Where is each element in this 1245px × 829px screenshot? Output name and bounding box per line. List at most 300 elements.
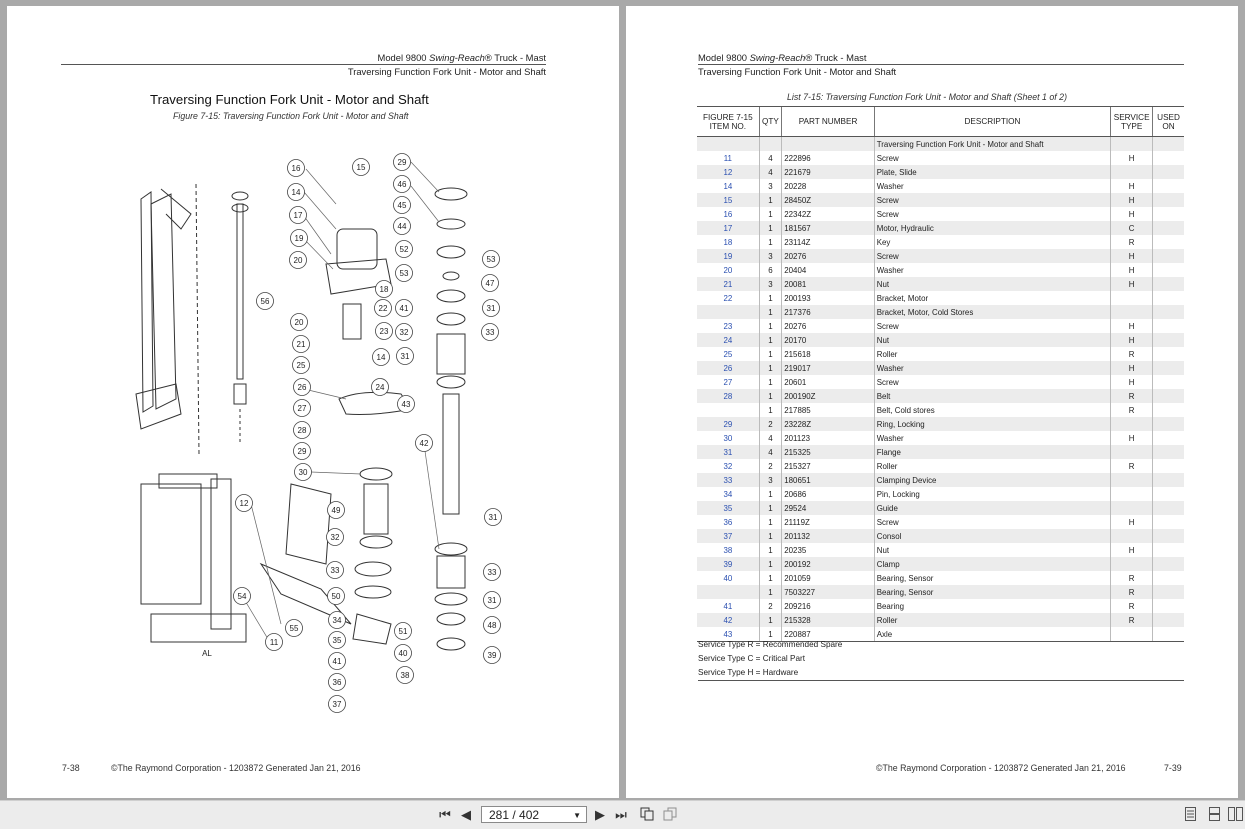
callout-44 — [394, 218, 411, 235]
callout-label: 29 — [397, 158, 407, 167]
part-number-cell: 201059 — [782, 571, 875, 585]
callout-label: 33 — [330, 566, 340, 575]
callout-label: 41 — [399, 304, 409, 313]
description-cell: Screw — [874, 207, 1110, 221]
item-no-link[interactable]: 40 — [723, 573, 733, 583]
service-type-cell: H — [1111, 263, 1153, 277]
callout-label: 17 — [293, 211, 303, 220]
description-cell: Motor, Hydraulic — [874, 221, 1110, 235]
item-no-link — [697, 403, 759, 417]
item-no-link[interactable]: 26 — [697, 361, 759, 375]
part-number-cell: 219017 — [782, 361, 875, 375]
item-no-link[interactable]: 12 — [697, 165, 759, 179]
callout-12 — [236, 495, 253, 512]
part-number-cell: 200193 — [782, 291, 875, 305]
description-cell: Washer — [874, 361, 1110, 375]
callout-label: 33 — [487, 568, 497, 577]
callout-label: 42 — [419, 439, 429, 448]
item-no-link[interactable]: 34 — [723, 489, 733, 499]
callout-label: 43 — [401, 400, 411, 409]
description-cell: Belt, Cold stores — [874, 403, 1110, 417]
table-row — [697, 375, 1184, 389]
callout-label: 40 — [398, 649, 408, 658]
qty-cell: 1 — [759, 305, 782, 319]
description-cell: Bracket, Motor, Cold Stores — [874, 305, 1110, 319]
callout-label: 44 — [397, 222, 407, 231]
service-type-cell: R — [1111, 571, 1153, 585]
callout-35 — [329, 632, 346, 649]
next-page-icon[interactable]: ▶ — [595, 807, 605, 822]
qty-cell: 3 — [759, 473, 782, 487]
used-on-cell — [1153, 571, 1184, 585]
page-header-section: Traversing Function Fork Unit - Motor and Shaft — [698, 66, 897, 77]
callout-32 — [396, 324, 413, 341]
item-no-link — [697, 305, 759, 319]
callout-41 — [329, 653, 346, 670]
description-cell: Screw — [874, 515, 1110, 529]
item-no-link[interactable]: 18 — [723, 237, 733, 247]
used-on-cell — [1153, 557, 1184, 571]
page-number: 7-39 — [1164, 763, 1182, 773]
callout-32 — [327, 529, 344, 546]
col-service-type: SERVICE TYPE — [1111, 107, 1153, 137]
last-page-icon[interactable]: ⏭ — [615, 807, 627, 822]
table-row — [697, 235, 1184, 249]
table-row — [697, 193, 1184, 207]
callout-label: 26 — [297, 383, 307, 392]
item-no-link[interactable]: 25 — [723, 349, 733, 359]
callout-38 — [397, 667, 414, 684]
header-rule — [698, 64, 1184, 65]
callout-label: 21 — [296, 340, 306, 349]
item-no-link[interactable]: 30 — [723, 433, 733, 443]
part-number-cell: 22342Z — [782, 207, 875, 221]
qty-cell: 1 — [759, 613, 782, 627]
item-no-link[interactable]: 15 — [697, 193, 759, 207]
description-cell: Nut — [874, 333, 1110, 347]
qty-cell: 4 — [759, 151, 782, 165]
callout-label: 32 — [399, 328, 409, 337]
legend-rule — [698, 680, 1184, 681]
callout-40 — [395, 645, 412, 662]
callout-group — [202, 154, 501, 713]
part-number-cell: 20686 — [782, 487, 875, 501]
qty-cell — [759, 137, 782, 152]
used-on-cell — [1153, 347, 1184, 361]
left-page — [7, 6, 619, 798]
part-number-cell: 181567 — [782, 221, 875, 235]
callout-label: 55 — [289, 624, 299, 633]
table-row — [697, 445, 1184, 459]
used-on-cell — [1153, 137, 1184, 152]
item-no-link[interactable]: 27 — [723, 377, 733, 387]
callout-label: 25 — [296, 361, 306, 370]
item-no-link[interactable]: 41 — [723, 601, 733, 611]
callout-25 — [293, 357, 310, 374]
used-on-cell — [1153, 389, 1184, 403]
description-cell: Nut — [874, 277, 1110, 291]
description-cell: Axle — [874, 627, 1110, 642]
right-page — [626, 6, 1238, 798]
page-footer: ©The Raymond Corporation - 1203872 Generated Jan 21, 2016 — [111, 763, 361, 773]
used-on-cell — [1153, 501, 1184, 515]
description-cell: Screw — [874, 375, 1110, 389]
item-no-link[interactable]: 24 — [697, 333, 759, 347]
used-on-cell — [1153, 361, 1184, 375]
qty-cell: 1 — [759, 347, 782, 361]
part-number-cell: 217376 — [782, 305, 875, 319]
callout-label: 34 — [332, 616, 342, 625]
item-no-link[interactable]: 23 — [723, 321, 733, 331]
legend-recommended-spare: Service Type R = Recommended Spare — [698, 640, 843, 649]
part-number-cell — [782, 137, 875, 152]
callout-47 — [482, 275, 499, 292]
service-type-cell: H — [1111, 515, 1153, 529]
callout-label: 53 — [399, 269, 409, 278]
callout-label: 45 — [397, 201, 407, 210]
qty-cell: 1 — [759, 571, 782, 585]
callout-label: 36 — [332, 678, 342, 687]
callout-20 — [291, 314, 308, 331]
callout-label: 15 — [356, 163, 366, 172]
callout-27 — [294, 400, 311, 417]
service-type-cell — [1111, 501, 1153, 515]
item-no-link[interactable]: 14 — [723, 181, 733, 191]
part-number-cell: 21119Z — [782, 515, 875, 529]
facing-pages-view-icon[interactable] — [1227, 807, 1243, 823]
parts-list-table — [697, 106, 1184, 642]
callout-48 — [484, 617, 501, 634]
chevron-down-icon: ▼ — [573, 811, 581, 820]
used-on-cell — [1153, 291, 1184, 305]
part-number-cell: 209216 — [782, 599, 875, 613]
item-no-link[interactable]: 31 — [697, 445, 759, 459]
callout-label: 47 — [485, 279, 495, 288]
callout-11 — [266, 634, 283, 651]
service-type-cell: C — [1111, 221, 1153, 235]
service-type-cell: H — [1111, 151, 1153, 165]
callout-36 — [329, 674, 346, 691]
part-number-cell: 200190Z — [782, 389, 875, 403]
description-cell: Flange — [874, 445, 1110, 459]
service-type-cell: R — [1111, 585, 1153, 599]
description-cell: Roller — [874, 347, 1110, 361]
callout-label: 48 — [487, 621, 497, 630]
item-no-link[interactable]: 36 — [723, 517, 733, 527]
header-rule — [61, 64, 546, 65]
item-no-link[interactable]: 42 — [697, 613, 759, 627]
description-cell: Screw — [874, 151, 1110, 165]
callout-label: 16 — [291, 164, 301, 173]
callout-24 — [372, 379, 389, 396]
page-header-model: Model 9800 Swing-Reach® Truck - Mast — [377, 52, 546, 63]
callout-label: 32 — [330, 533, 340, 542]
callout-20 — [290, 252, 307, 269]
exploded-parts-diagram — [121, 144, 511, 724]
qty-cell: 3 — [759, 179, 782, 193]
callout-label: 52 — [399, 245, 409, 254]
part-number-cell: 220887 — [782, 627, 875, 642]
service-type-cell: H — [1111, 249, 1153, 263]
item-no-link[interactable]: 38 — [723, 545, 733, 555]
description-cell: Roller — [874, 613, 1110, 627]
callout-34 — [329, 612, 346, 629]
callout-55 — [286, 620, 303, 637]
qty-cell: 1 — [759, 543, 782, 557]
service-type-cell — [1111, 487, 1153, 501]
description-cell: Bearing, Sensor — [874, 585, 1110, 599]
callout-label: 31 — [400, 352, 410, 361]
first-page-icon[interactable]: ⏮ — [439, 807, 451, 822]
item-no-link — [697, 137, 759, 152]
used-on-cell — [1153, 333, 1184, 347]
table-row — [697, 151, 1184, 165]
service-type-cell — [1111, 529, 1153, 543]
table-row — [697, 165, 1184, 179]
description-cell: Consol — [874, 529, 1110, 543]
item-no-link[interactable]: 35 — [697, 501, 759, 515]
description-cell: Screw — [874, 319, 1110, 333]
page-header-model: Model 9800 Swing-Reach® Truck - Mast — [698, 52, 867, 63]
callout-50 — [328, 588, 345, 605]
item-no-link[interactable]: 19 — [697, 249, 759, 263]
callout-53 — [483, 251, 500, 268]
table-row — [697, 473, 1184, 487]
used-on-cell — [1153, 487, 1184, 501]
part-number-cell: 215325 — [782, 445, 875, 459]
service-type-cell — [1111, 165, 1153, 179]
qty-cell: 2 — [759, 417, 782, 431]
callout-label: 56 — [260, 297, 270, 306]
callout-label: 50 — [331, 592, 341, 601]
part-number-cell: 23114Z — [782, 235, 875, 249]
part-number-cell: 221679 — [782, 165, 875, 179]
callout-21 — [293, 336, 310, 353]
part-number-cell: 20228 — [782, 179, 875, 193]
callout-label: 19 — [294, 234, 304, 243]
callout-42 — [416, 435, 433, 452]
qty-cell: 1 — [759, 333, 782, 347]
callout-33 — [482, 324, 499, 341]
callout-label: 41 — [332, 657, 342, 666]
viewer-toolbar — [0, 800, 1245, 829]
item-no-link[interactable]: 28 — [697, 389, 759, 403]
used-on-cell — [1153, 375, 1184, 389]
go-forward-icon[interactable] — [662, 807, 678, 823]
table-row — [697, 487, 1184, 501]
description-cell: Belt — [874, 389, 1110, 403]
part-number-cell: 28450Z — [782, 193, 875, 207]
service-type-cell — [1111, 417, 1153, 431]
used-on-cell — [1153, 431, 1184, 445]
service-type-cell — [1111, 473, 1153, 487]
item-no-link[interactable]: 43 — [697, 627, 759, 642]
item-no-link[interactable]: 11 — [723, 153, 732, 163]
service-type-cell: H — [1111, 333, 1153, 347]
part-number-cell: 180651 — [782, 473, 875, 487]
part-number-cell: 215618 — [782, 347, 875, 361]
table-row — [697, 403, 1184, 417]
callout-16 — [288, 160, 305, 177]
item-no-link[interactable]: 21 — [697, 277, 759, 291]
used-on-cell — [1153, 151, 1184, 165]
item-no-link[interactable]: 29 — [697, 417, 759, 431]
item-no-link[interactable]: 32 — [723, 461, 733, 471]
service-type-cell: H — [1111, 361, 1153, 375]
service-type-cell: R — [1111, 599, 1153, 613]
service-type-cell: H — [1111, 193, 1153, 207]
qty-cell: 4 — [759, 445, 782, 459]
callout-label: 20 — [294, 318, 304, 327]
table-row — [697, 263, 1184, 277]
used-on-cell — [1153, 473, 1184, 487]
part-number-cell: 222896 — [782, 151, 875, 165]
callout-31 — [485, 509, 502, 526]
service-type-cell: R — [1111, 389, 1153, 403]
used-on-cell — [1153, 599, 1184, 613]
qty-cell: 1 — [759, 375, 782, 389]
callout-18 — [376, 281, 393, 298]
description-cell: Roller — [874, 459, 1110, 473]
qty-cell: 1 — [759, 389, 782, 403]
table-row — [697, 249, 1184, 263]
qty-cell: 1 — [759, 585, 782, 599]
qty-cell: 1 — [759, 487, 782, 501]
callout-label: 51 — [398, 627, 408, 636]
list-caption: List 7-15: Traversing Function Fork Unit - Motor and Shaft (Sheet 1 of 2) — [787, 92, 1067, 102]
shaft-stack-drawing — [435, 188, 467, 650]
page-number-select[interactable] — [481, 806, 587, 823]
table-row — [697, 333, 1184, 347]
qty-cell: 1 — [759, 193, 782, 207]
callout-label: 33 — [485, 328, 495, 337]
figure-caption: Figure 7-15: Traversing Function Fork Unit - Motor and Shaft — [173, 111, 409, 121]
callout-54 — [234, 588, 251, 605]
page-indicator: 281 / 402 — [489, 808, 540, 822]
callout-14 — [373, 349, 390, 366]
used-on-cell — [1153, 417, 1184, 431]
table-row — [697, 557, 1184, 571]
description-cell: Washer — [874, 179, 1110, 193]
callout-label: 27 — [297, 404, 307, 413]
part-number-cell: 201123 — [782, 431, 875, 445]
callout-19 — [291, 230, 308, 247]
service-type-cell — [1111, 557, 1153, 571]
description-cell: Washer — [874, 431, 1110, 445]
page-title: Traversing Function Fork Unit - Motor and Shaft — [150, 92, 429, 107]
description-cell: Guide — [874, 501, 1110, 515]
callout-label: 14 — [376, 353, 386, 362]
description-cell: Clamping Device — [874, 473, 1110, 487]
parts-table-body — [697, 137, 1184, 642]
callout-label: 53 — [486, 255, 496, 264]
qty-cell: 6 — [759, 263, 782, 277]
page-footer: ©The Raymond Corporation - 1203872 Generated Jan 21, 2016 — [876, 763, 1126, 773]
service-type-cell — [1111, 627, 1153, 642]
table-row — [697, 361, 1184, 375]
service-type-cell: H — [1111, 207, 1153, 221]
item-no-link[interactable]: 33 — [697, 473, 759, 487]
service-type-cell — [1111, 291, 1153, 305]
item-no-link — [697, 585, 759, 599]
service-type-cell: H — [1111, 277, 1153, 291]
callout-53 — [396, 265, 413, 282]
used-on-cell — [1153, 235, 1184, 249]
table-row — [697, 529, 1184, 543]
part-number-cell: 20235 — [782, 543, 875, 557]
table-row — [697, 501, 1184, 515]
callout-label: 12 — [239, 499, 249, 508]
prev-page-icon[interactable]: ◀ — [461, 807, 471, 822]
part-number-cell: 29524 — [782, 501, 875, 515]
table-row — [697, 305, 1184, 319]
item-no-link[interactable]: 17 — [697, 221, 759, 235]
table-row — [697, 571, 1184, 585]
col-item-no: FIGURE 7-15 ITEM NO. — [697, 107, 759, 137]
service-type-cell: H — [1111, 543, 1153, 557]
table-row — [697, 179, 1184, 193]
item-no-link[interactable]: 16 — [723, 209, 733, 219]
callout-15 — [353, 159, 370, 176]
description-cell: Plate, Slide — [874, 165, 1110, 179]
description-cell: Washer — [874, 263, 1110, 277]
qty-cell: 1 — [759, 403, 782, 417]
service-type-cell — [1111, 445, 1153, 459]
callout-label: 37 — [332, 700, 342, 709]
table-header-row — [697, 107, 1184, 137]
callout-23 — [376, 323, 393, 340]
callout-28 — [294, 422, 311, 439]
single-page-view-icon[interactable] — [1183, 807, 1197, 823]
callout-label: 18 — [379, 285, 389, 294]
used-on-cell — [1153, 319, 1184, 333]
continuous-view-icon[interactable] — [1207, 807, 1221, 823]
callout-label: 31 — [487, 596, 497, 605]
qty-cell: 2 — [759, 459, 782, 473]
description-cell: Bearing — [874, 599, 1110, 613]
col-qty: QTY — [759, 107, 782, 137]
callout-label: 22 — [378, 304, 388, 313]
qty-cell: 3 — [759, 249, 782, 263]
description-cell: Screw — [874, 193, 1110, 207]
part-number-cell: 215327 — [782, 459, 875, 473]
table-row — [697, 207, 1184, 221]
callout-22 — [375, 300, 392, 317]
page-number: 7-38 — [62, 763, 80, 773]
callout-30 — [295, 464, 312, 481]
item-no-link[interactable]: 22 — [723, 293, 733, 303]
qty-cell: 1 — [759, 515, 782, 529]
service-type-cell: R — [1111, 403, 1153, 417]
qty-cell: 1 — [759, 207, 782, 221]
hydraulic-motor-drawing — [326, 229, 411, 644]
table-row — [697, 459, 1184, 473]
callout-51 — [395, 623, 412, 640]
callout-label: 35 — [332, 636, 342, 645]
go-back-icon[interactable] — [639, 807, 655, 823]
callout-label: 11 — [269, 638, 279, 647]
item-no-link[interactable]: 37 — [697, 529, 759, 543]
table-row — [697, 137, 1184, 152]
item-no-link[interactable]: 39 — [697, 557, 759, 571]
item-no-link[interactable]: 20 — [723, 265, 733, 275]
used-on-cell — [1153, 515, 1184, 529]
part-number-cell: 20601 — [782, 375, 875, 389]
used-on-cell — [1153, 249, 1184, 263]
callout-43 — [398, 396, 415, 413]
service-type-cell: H — [1111, 375, 1153, 389]
description-cell: Key — [874, 235, 1110, 249]
